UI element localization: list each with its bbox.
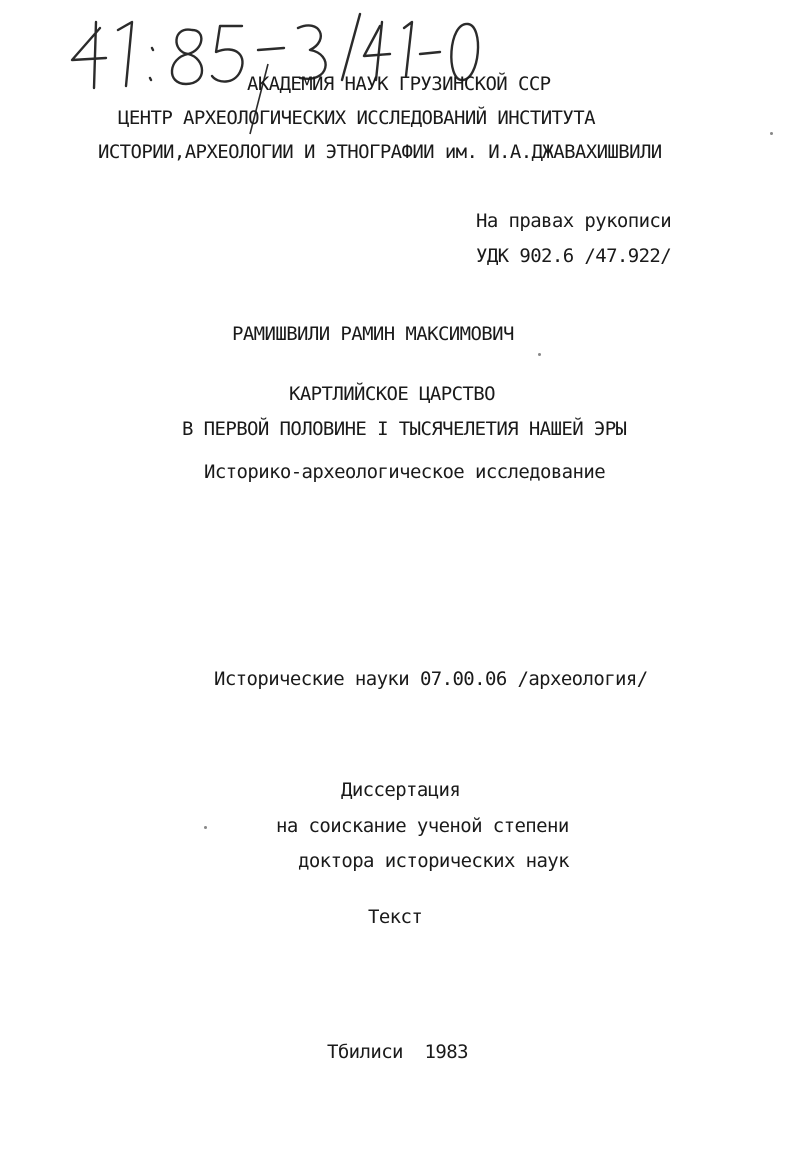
degree-line-2: доктора исторических наук — [298, 850, 569, 872]
dissertation-label: Диссертация — [341, 779, 461, 801]
specialty-code: Исторические науки 07.00.06 /археология/ — [214, 668, 648, 690]
author-name: РАМИШВИЛИ РАМИН МАКСИМОВИЧ — [232, 323, 514, 345]
manuscript-rights: На правах рукописи — [476, 210, 672, 232]
scan-speck — [770, 132, 773, 135]
header-line-3: ИСТОРИИ,АРХЕОЛОГИИ И ЭТНОГРАФИИ им. И.А.ДЖАВАХИШВИЛИ — [98, 141, 662, 163]
title-line-1: КАРТЛИЙСКОЕ ЦАРСТВО — [289, 383, 495, 405]
place-and-year: Тбилиси 1983 — [327, 1041, 468, 1063]
title-line-2: В ПЕРВОЙ ПОЛОВИНЕ I ТЫСЯЧЕЛЕТИЯ НАШЕЙ ЭРЫ — [182, 418, 627, 440]
scan-speck — [538, 353, 541, 356]
subtitle: Историко-археологическое исследование — [204, 461, 606, 483]
header-line-1: АКАДЕМИЯ НАУК ГРУЗИНСКОЙ ССР — [247, 73, 551, 95]
degree-line-1: на соискание ученой степени — [276, 815, 569, 837]
header-line-2: ЦЕНТР АРХЕОЛОГИЧЕСКИХ ИССЛЕДОВАНИЙ ИНСТИТУТА — [118, 107, 595, 129]
scan-speck — [204, 826, 207, 829]
udk-code: УДК 902.6 /47.922/ — [476, 245, 672, 267]
text-label: Текст — [368, 906, 423, 928]
